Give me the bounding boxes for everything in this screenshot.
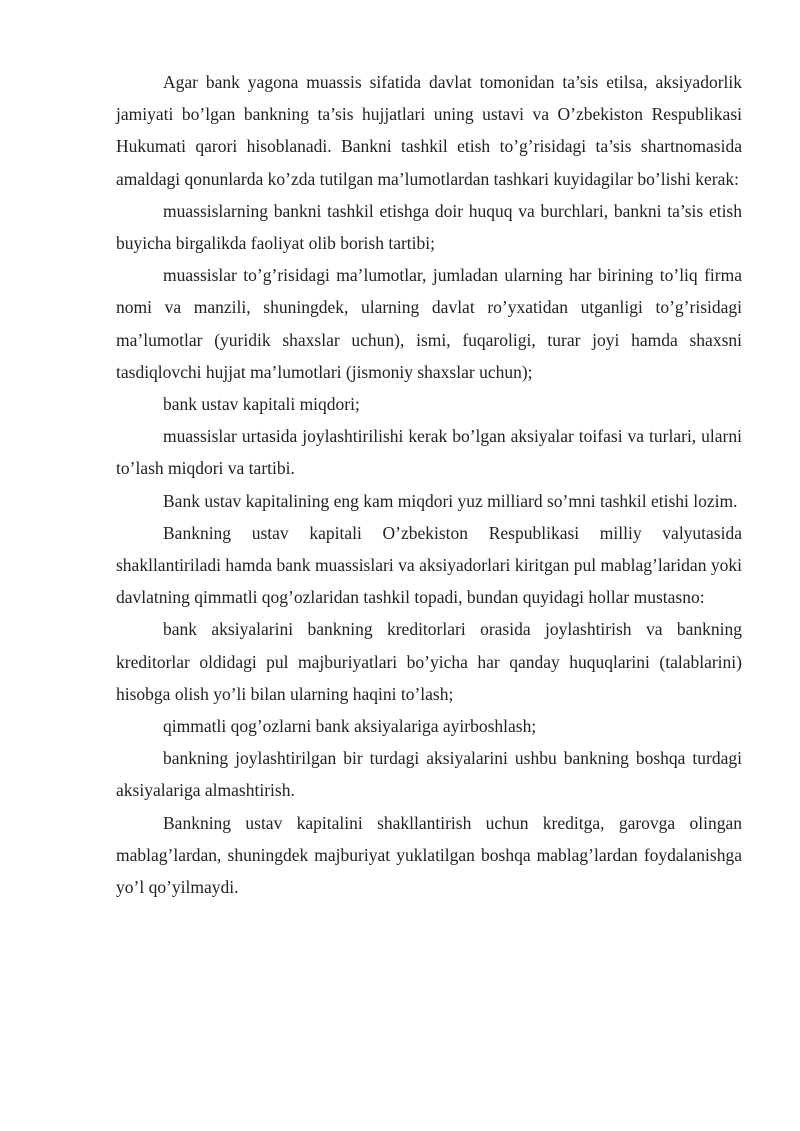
document-page bbox=[116, 66, 742, 903]
paragraph-founder-rights: muassislarning bankni tashkil etishga doir huquq va burchlari, bankni ta’sis etish buyicha birgalikda faoliyat olib borish tartibi; bbox=[116, 200, 742, 254]
paragraph-founder-information: muassislar to’g’risidagi ma’lumotlar, jumladan ularning har birining to’liq firma nomi va manzili, shuningdek, ularning davlat ro’yxatidan utganligi to’g’risidagi ma’lumotlar (yuridik shaxslar uchun), ismi, fuqaroligi, turar joyi hamda shaxsni tasdiqlovchi hujjat ma’lumotlari (jismoniy shaxslar uchun); bbox=[116, 265, 742, 382]
paragraph-capital-amount: bank ustav kapitali miqdori; bbox=[163, 394, 360, 415]
paragraph-share-categories: muassislar urtasida joylashtirilishi kerak bo’lgan aksiyalar toifasi va turlari, ularni to’lash miqdori va tartibi. bbox=[116, 426, 742, 479]
paragraph-borrowed-funds-prohibition: Bankning ustav kapitalini shakllantirish uchun kreditga, garovga olingan mablag’lardan, shuningdek majburiyat yuklatilgan boshqa mablag’lardan foydalanishga yo’l qo’yilmaydi. bbox=[116, 812, 742, 898]
paragraph-capital-formation: Bankning ustav kapitali O’zbekiston Respublikasi milliy valyutasida shakllantiriladi hamda bank muassislari va aksiyadorlari kiritgan pul mablag’laridan yoki davlatning qimmatli qog’ozlaridan tashkil topadi, bundan quyidagi hollar mustasno: bbox=[116, 522, 742, 608]
paragraph-minimum-capital: Bank ustav kapitalining eng kam miqdori yuz milliard so’mni tashkil etishi lozim. bbox=[163, 490, 738, 511]
paragraph-securities-exchange: qimmatli qog’ozlarni bank aksiyalariga ayirboshlash; bbox=[163, 716, 537, 737]
paragraph-founding-documents: Agar bank yagona muassis sifatida davlat tomonidan ta’sis etilsa, aksiyadorlik jamiyati bo’lgan bankning ta’sis hujjatlari uning ustavi va O’zbekiston Respublikasi Hukumati qarori hisoblanadi. Bankni tashkil etish to’g’risidagi ta’sis shartnomasida amaldagi qonunlarda ko’zda tutilgan ma’lumotlardan tashkari kuyidagilar bo’lishi kerak: bbox=[116, 72, 742, 189]
paragraph-share-conversion: bankning joylashtirilgan bir turdagi aksiyalarini ushbu bankning boshqa turdagi aksiyalariga almashtirish. bbox=[116, 748, 742, 801]
paragraph-creditor-placement: bank aksiyalarini bankning kreditorlari orasida joylashtirish va bankning kreditorlar oldidagi pul majburiyatlari bo’yicha har qanday huquqlarini (talablarini) hisobga olish yo’li bilan ularning haqini to’lash; bbox=[116, 619, 742, 704]
